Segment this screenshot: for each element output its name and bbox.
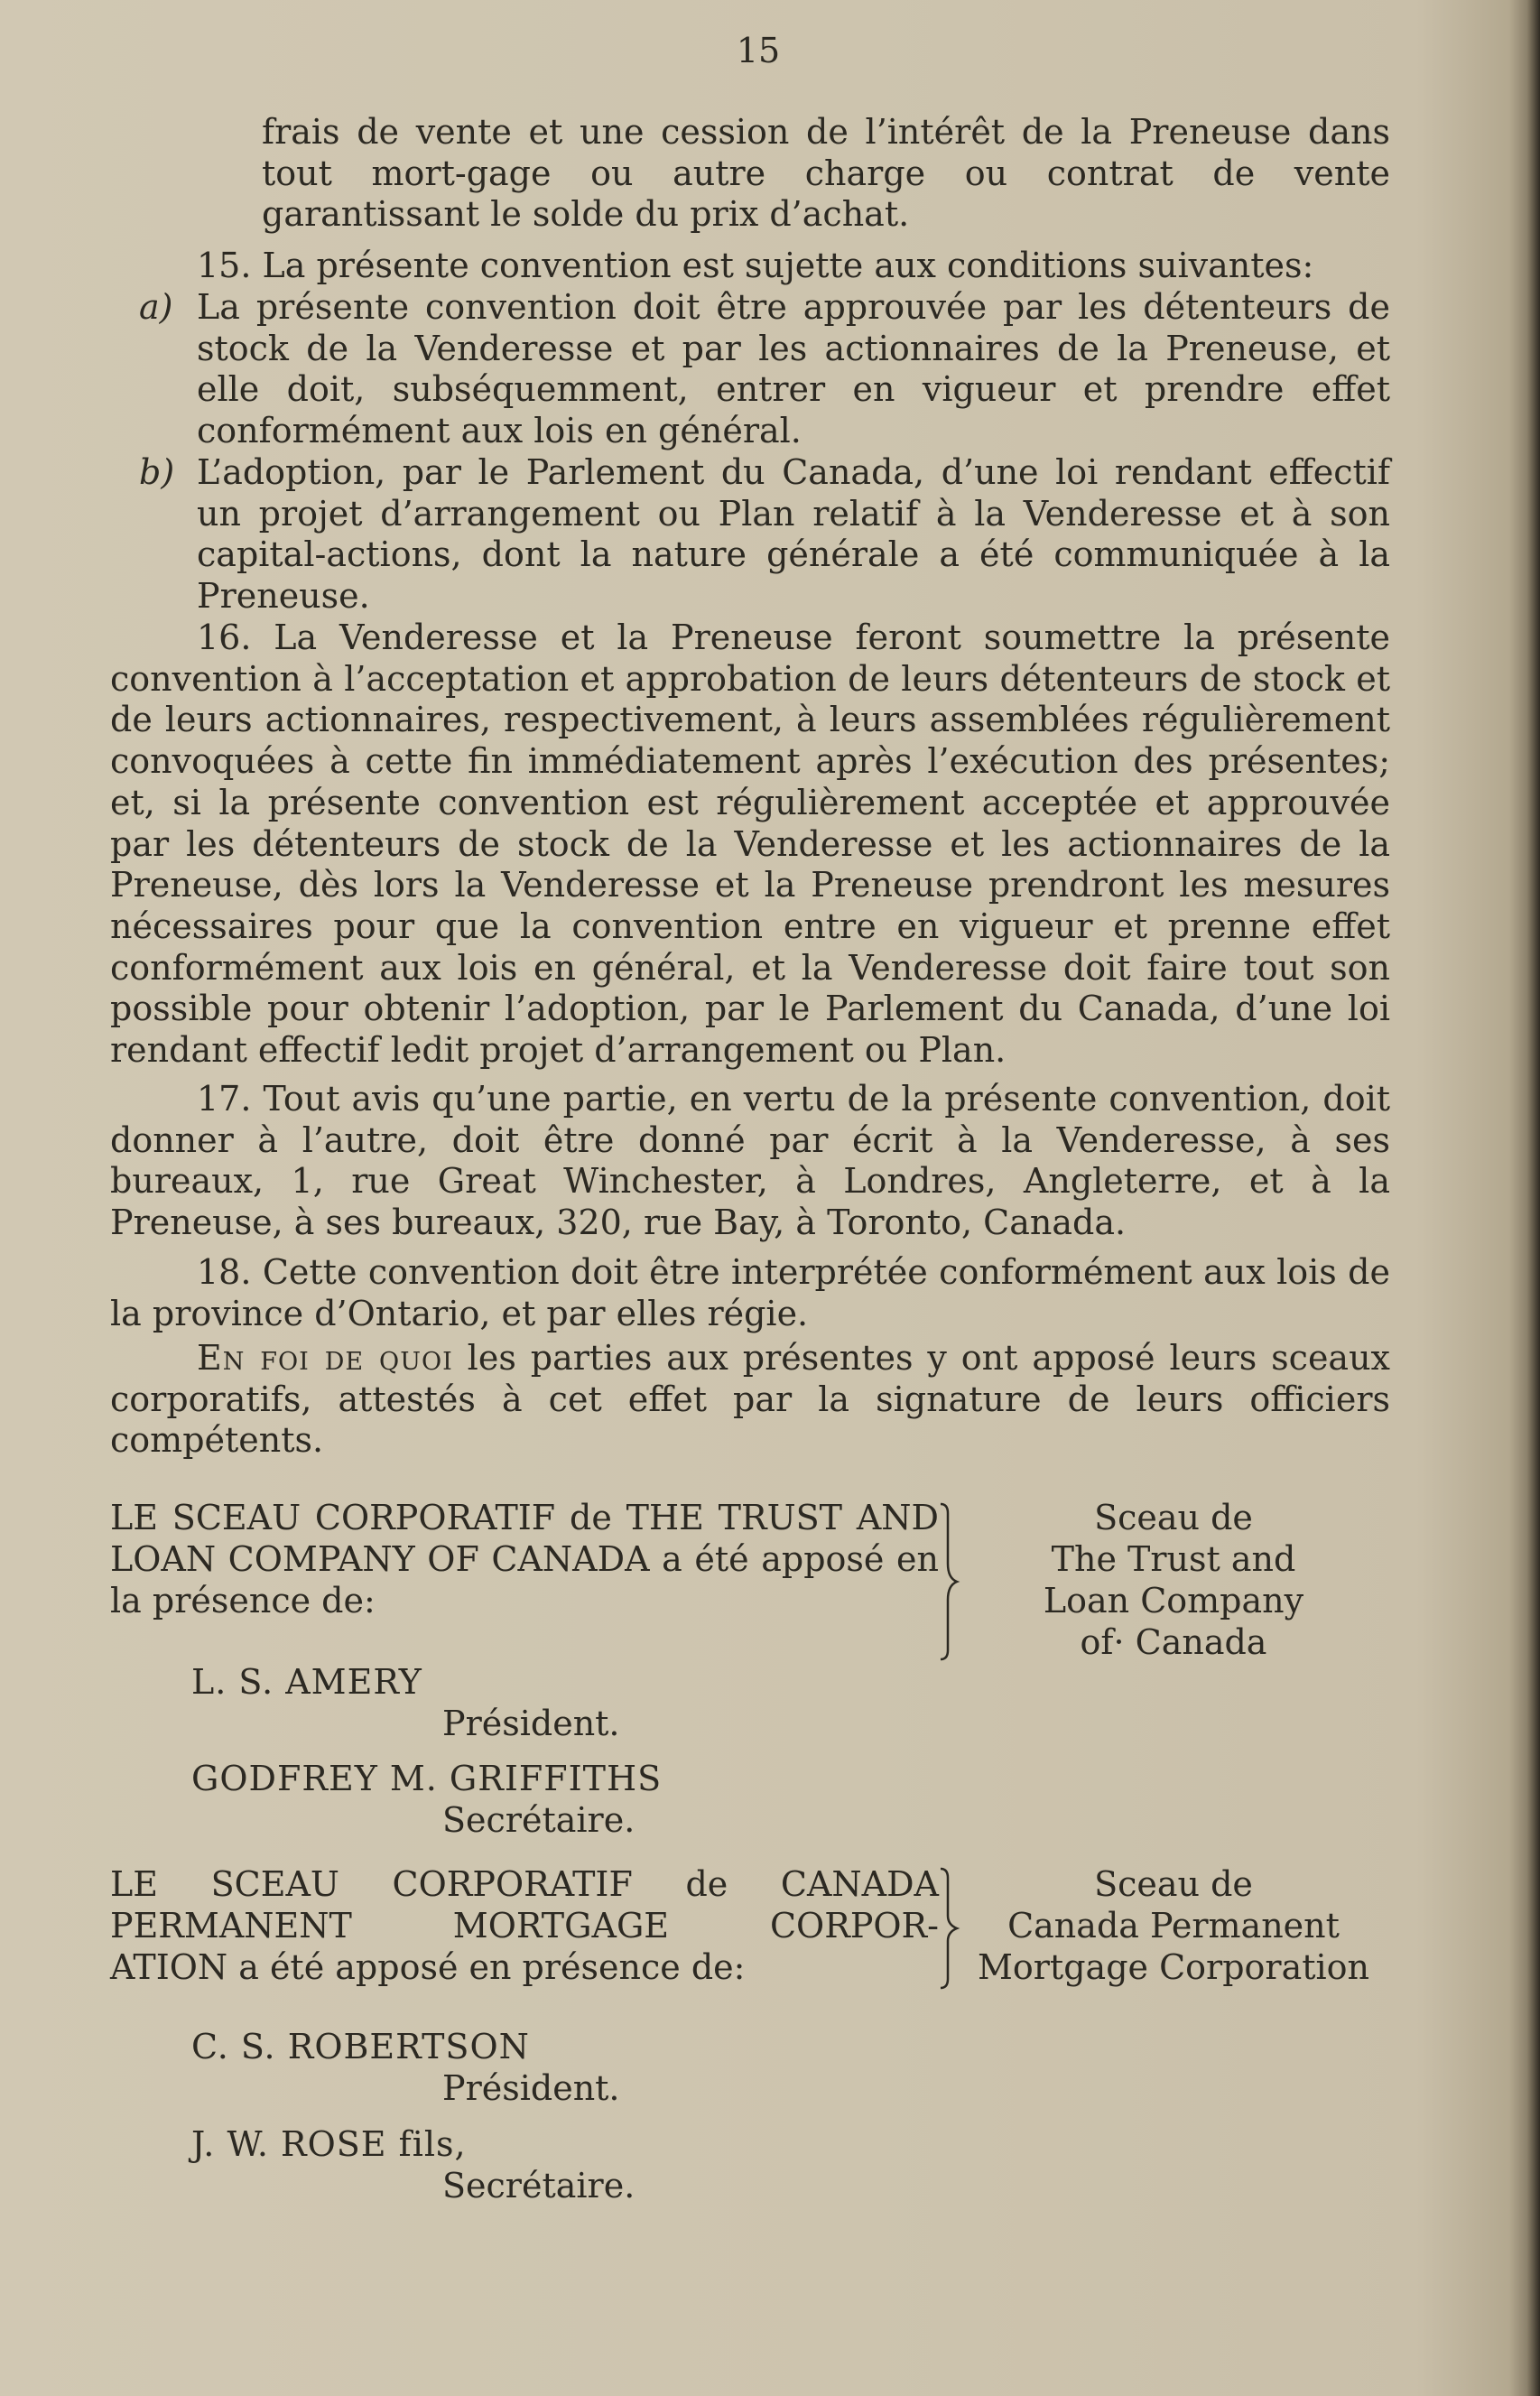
officer-name: L. S. AMERY	[191, 1662, 422, 1702]
seal-1-line: of· Canada	[1080, 1622, 1267, 1662]
condition-a-marker: a)	[139, 287, 173, 327]
officer-title: Secrétaire.	[442, 2166, 635, 2206]
witness-text: les parties aux présentes y ont apposé leurs sceaux corporatifs, attestés à cet effet par la signature de leurs officiers compétents.	[110, 1338, 1390, 1461]
statement-line: LE SCEAU CORPORATIF de CANADA	[110, 1864, 939, 1904]
continuation-paragraph: frais de vente et une cession de l’intérêt de la Preneuse dans tout mort-gage ou autre charge ou contrat de vente garantissant le solde du prix d’achat.	[262, 112, 1390, 235]
condition-a	[139, 287, 1390, 452]
signature-1-statement: LE SCEAU CORPORATIF de THE TRUST AND LOAN COMPANY OF CANADA a été apposé en la présence de:	[110, 1498, 939, 1621]
witness-paragraph	[110, 1338, 1390, 1462]
section-18-paragraph: 18. Cette convention doit être interprétée conformément aux lois de la province d’Ontario, et par elles régie.	[110, 1252, 1390, 1333]
condition-a-text: La présente convention doit être approuvée par les détenteurs de stock de la Venderesse et par les actionnaires de la Preneuse, et elle doit, subséquemment, entrer en vigueur et prendre effet conformément aux lois en général.	[197, 287, 1390, 451]
witness-lead: En foi de quoi	[197, 1338, 453, 1378]
statement-line: PERMANENT MORTGAGE CORPOR-	[110, 1906, 939, 1946]
officer-title: Secrétaire.	[442, 1800, 635, 1840]
condition-b	[139, 452, 1390, 618]
officer-name: C. S. ROBERTSON	[191, 2027, 530, 2066]
section-15-heading: 15. La présente convention est sujette aux conditions suivantes:	[197, 246, 1314, 285]
seal-2-line: Canada Permanent	[1007, 1906, 1340, 1946]
seal-2-label	[957, 1863, 1390, 1988]
section-17-paragraph: 17. Tout avis qu’une partie, en vertu de la présente convention, doit donner à l’autre, doit être donné par écrit à la Venderesse, à ses bureaux, 1, rue Great Winchester, à Londres, Angleterre, et à la Preneuse, à ses bureaux, 320, rue Bay, à Toronto, Canada.	[110, 1079, 1390, 1243]
officer-title: Président.	[442, 1704, 620, 1743]
seal-2-line: Mortgage Corporation	[977, 1947, 1369, 1987]
statement-line: ATION a été apposé en présence de:	[110, 1947, 746, 1987]
officer-name: J. W. ROSE fils,	[191, 2124, 467, 2164]
seal-1-label	[975, 1497, 1372, 1663]
page-number: 15	[736, 31, 781, 70]
section-16-paragraph: 16. La Venderesse et la Preneuse feront soumettre la présente convention à l’acceptation et approbation de leurs détenteurs de stock et de leurs actionnaires, respectivement, à leurs assemblées régulièrement convoquées à cette fin immédiatement après l’exécution des présentes; et, si la présente convention est régulièrement acceptée et approuvée par les détenteurs de stock de la Venderesse et les actionnaires de la Preneuse, dès lors la Venderesse et la Preneuse prendront les mesures nécessaires pour que la convention entre en vigueur et prenne effet conformément aux lois en général, et la Venderesse doit faire tout son possible pour obtenir l’adoption, par le Parlement du Canada, d’une loi rendant effectif ledit projet d’arrangement ou Plan.	[110, 618, 1390, 1071]
condition-b-text: L’adoption, par le Parlement du Canada, d’une loi rendant effectif un projet d’arrangement ou Plan relatif à la Venderesse et à son capital-actions, dont la nature générale a été communiquée à la Preneuse.	[197, 452, 1390, 617]
seal-1-line: Sceau de	[1094, 1498, 1253, 1537]
brace-icon	[935, 1500, 962, 1663]
officer-name: GODFREY M. GRIFFITHS	[191, 1759, 663, 1798]
signature-2-statement	[110, 1863, 939, 1988]
condition-b-marker: b)	[139, 452, 175, 492]
officer-title: Président.	[442, 2068, 620, 2108]
seal-1-line: The Trust and	[1051, 1539, 1296, 1579]
seal-1-line: Loan Company	[1043, 1581, 1304, 1621]
page-edge	[1527, 0, 1540, 2396]
seal-2-line: Sceau de	[1094, 1864, 1253, 1904]
